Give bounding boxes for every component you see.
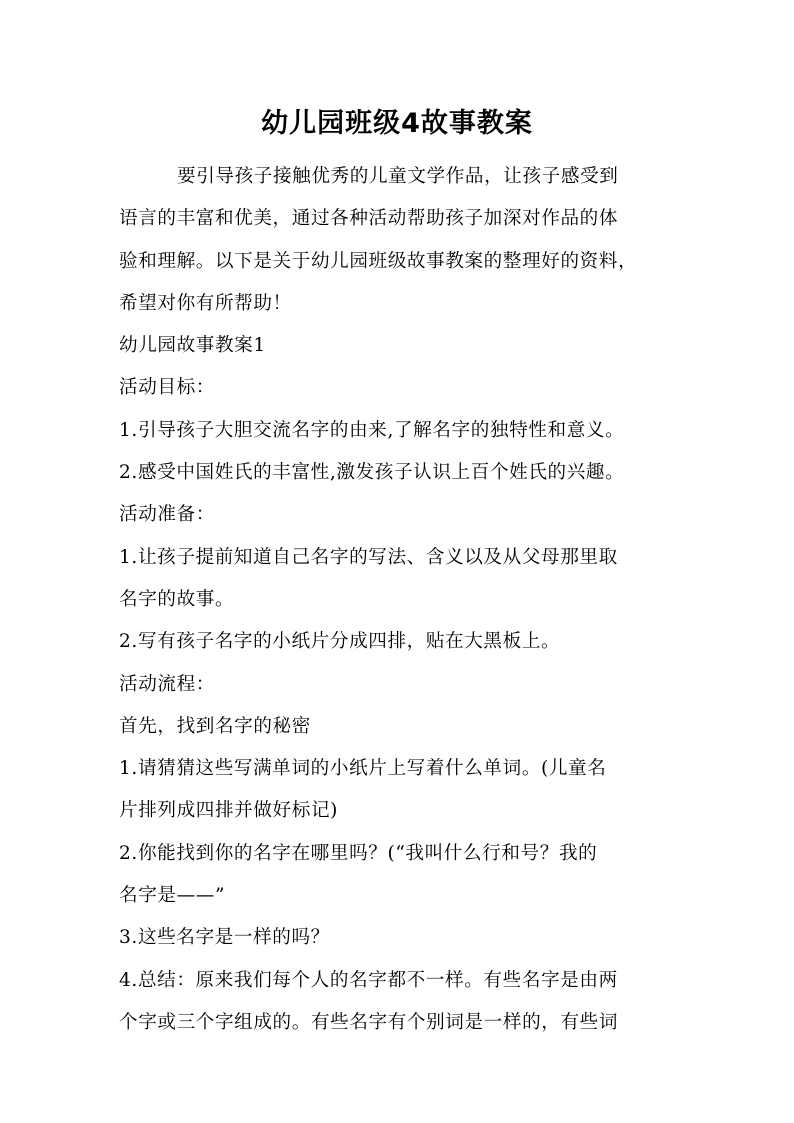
activity-goals-heading: 活动目标： — [119, 377, 215, 399]
document-body — [119, 156, 677, 1044]
goal-item-2: 2.感受中国姓氏的丰富性,激发孩子认识上百个姓氏的兴趣。 — [119, 462, 625, 484]
process-item-2-line-2: 名字是——” — [119, 885, 226, 907]
preparation-item-1-line-1: 1.让孩子提前知道自己名字的写法、含义以及从父母那里取 — [119, 546, 618, 568]
intro-line-3: 验和理解。以下是关于幼儿园班级故事教案的整理好的资料， — [119, 250, 638, 272]
process-item-1-line-1: 1.请猜猜这些写满单词的小纸片上写着什么单词。(儿童名 — [119, 758, 607, 780]
intro-line-2: 语言的丰富和优美，通过各种活动帮助孩子加深对作品的体 — [119, 208, 619, 230]
document-title: 幼儿园班级4故事教案 — [261, 108, 533, 139]
process-item-2-line-1: 2.你能找到你的名字在哪里吗？(“我叫什么行和号？我的 — [119, 842, 598, 864]
process-step-heading: 首先，找到名字的秘密 — [119, 715, 311, 737]
process-item-4-line-1: 4.总结：原来我们每个人的名字都不一样。有些名字是由两 — [119, 969, 618, 991]
process-item-4-line-2: 个字或三个字组成的。有些名字有个别词是一样的，有些词 — [119, 1011, 619, 1033]
goal-item-1: 1.引导孩子大胆交流名字的由来,了解名字的独特性和意义。 — [119, 419, 625, 441]
process-item-1-line-2: 片排列成四排并做好标记) — [119, 800, 338, 822]
process-item-3: 3.这些名字是一样的吗？ — [119, 927, 330, 949]
intro-line-1: 要引导孩子接触优秀的儿童文学作品，让孩子感受到 — [177, 166, 619, 187]
activity-preparation-heading: 活动准备： — [119, 504, 215, 526]
activity-process-heading: 活动流程： — [119, 673, 215, 695]
preparation-item-2: 2.写有孩子名字的小纸片分成四排，贴在大黑板上。 — [119, 631, 561, 653]
section-heading-plan-1: 幼儿园故事教案1 — [119, 335, 266, 357]
preparation-item-1-line-2: 名字的故事。 — [119, 588, 235, 610]
intro-line-4: 希望对你有所帮助！ — [119, 292, 292, 314]
